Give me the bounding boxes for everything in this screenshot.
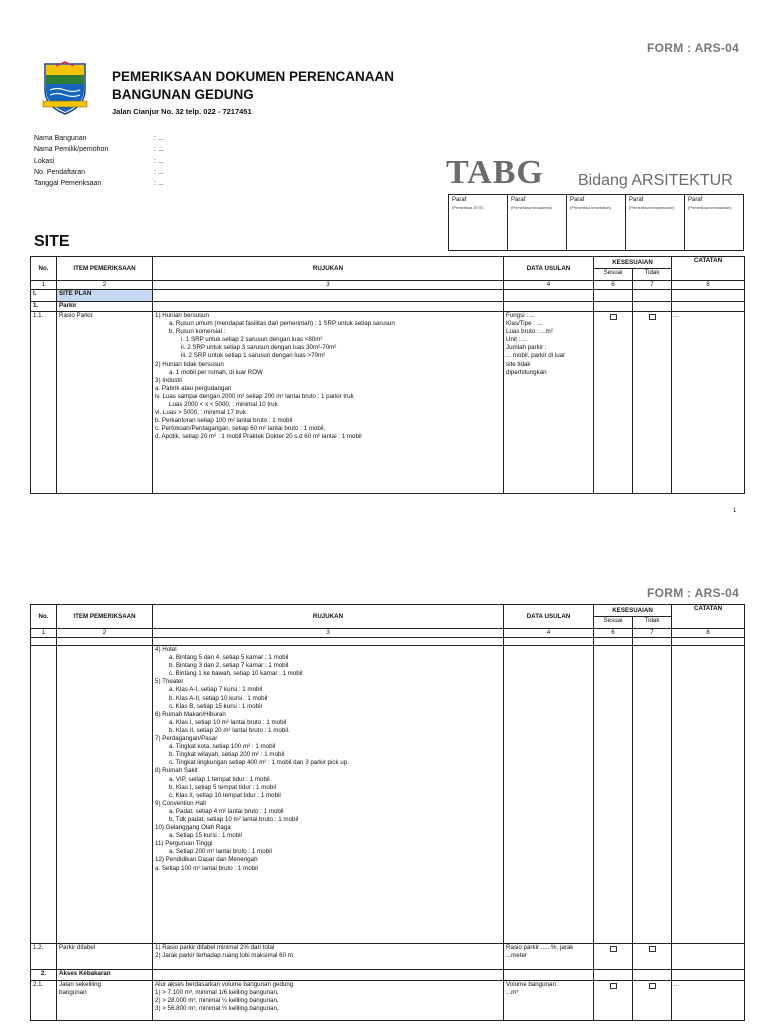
col-num: 1 bbox=[31, 629, 57, 638]
rujukan-line: b. Bintang 3 dan 2, setiap 7 kamar : 1 mobil bbox=[169, 662, 289, 670]
rujukan-line: b. Klas II, setiap 20 m² lantai bruto : 1 mobil. bbox=[169, 726, 290, 734]
rujukan-line: 6) Rumah Makan/Hiburan bbox=[155, 710, 226, 718]
col-tidak: Tidak bbox=[633, 617, 672, 629]
data-line: Unit : ... bbox=[506, 336, 528, 344]
col-num: 3 bbox=[153, 281, 504, 290]
col-num: 1 bbox=[31, 281, 57, 290]
rujukan-line: d. Apotik, setiap 20 m² : 1 mobil Praktek Dokter 20 s.d 60 m² lantai : 1 mobil bbox=[155, 433, 362, 441]
col-num: 3 bbox=[153, 629, 504, 638]
sesuai-checkbox[interactable] bbox=[610, 946, 617, 952]
paraf-cell: Paraf (Pemeriksa SITE) bbox=[449, 195, 508, 250]
col-catatan: CATATAN bbox=[672, 605, 745, 629]
meta-value: : ... bbox=[154, 168, 164, 176]
rujukan-line: 1) Hunian bersusun bbox=[155, 312, 210, 319]
paraf-cell: Paraf (Pemeriksa kemudahan) bbox=[688, 197, 732, 210]
data-line: Luas bruto : ...m² bbox=[506, 328, 553, 336]
row-item-rasio-parkir: Rasio Parkir bbox=[57, 312, 153, 494]
data-line: site tidak bbox=[506, 360, 531, 368]
meta-label: Tanggal Pemeriksaan bbox=[34, 180, 102, 188]
item-line: Jalan sekeliling bbox=[59, 981, 101, 988]
row-item-parkir: Parkir bbox=[57, 302, 153, 312]
meta-value: : ... bbox=[154, 157, 164, 165]
meta-label: No. Pendaftaran bbox=[34, 168, 85, 176]
rujukan-line: 3) Industri bbox=[155, 376, 183, 384]
rujukan-line: b. Klas I, setiap 5 tempat tidur : 1 mobil bbox=[169, 783, 276, 791]
col-rujukan: RUJUKAN bbox=[153, 605, 504, 629]
meta-label: Nama Pemilik/pemohon bbox=[34, 146, 109, 154]
col-num: 6 bbox=[594, 629, 633, 638]
rujukan-line: 10) Gelanggang Olah Raga bbox=[155, 824, 231, 832]
rujukan-line: iv. Luas sampai dengan 2000 m² setiap 200 m² lantai bruto : 1 parkir truk bbox=[155, 392, 354, 400]
catatan-cell[interactable]: ... bbox=[672, 981, 745, 1021]
form-number: FORM : ARS-04 bbox=[647, 586, 740, 600]
rujukan-line: b. Rusun komersial : bbox=[169, 328, 226, 336]
rujukan-line: a. Padat, setiap 4 m² lantai bruto : 1 mobil bbox=[169, 807, 284, 815]
rasio-data-usulan bbox=[504, 312, 594, 494]
tidak-checkbox[interactable] bbox=[649, 946, 656, 952]
col-item: ITEM PEMERIKSAAN bbox=[57, 605, 153, 629]
rujukan-line: 4) Hotel bbox=[155, 646, 177, 653]
col-item: ITEM PEMERIKSAAN bbox=[57, 257, 153, 281]
row-item-site-plan: SITE PLAN bbox=[57, 290, 153, 302]
item-line: bangunan bbox=[59, 989, 87, 997]
rujukan-line: Alur akses berdasarkan volume bangunan gedung bbox=[155, 981, 294, 988]
rujukan-line: c. Klas B, setiap 15 kursi : 1 mobil bbox=[169, 702, 262, 710]
catatan-cell[interactable] bbox=[672, 944, 745, 970]
difabel-data-usulan bbox=[504, 944, 594, 970]
data-line: Rasio parkir ......%, jarak bbox=[506, 944, 574, 951]
rujukan-line: i. 1 SRP untuk setiap 2 sarusun dengan luas <80m² bbox=[181, 336, 323, 344]
data-line: ...meter bbox=[506, 952, 527, 960]
rasio-rujukan bbox=[153, 312, 504, 494]
rujukan-line: 2) Hunian tidak bersusun bbox=[155, 360, 224, 368]
rujukan-line: b. Tdk padat, setiap 10 m² lantai bruto : 1 mobil bbox=[169, 815, 299, 823]
rujukan-line: c. Tingkat lingkungan setiap 400 m² : 1 mobil dan 3 parkir pick up. bbox=[169, 759, 349, 767]
data-line: Jumlah parkir : bbox=[506, 344, 547, 352]
row-no: 1.1. bbox=[31, 312, 57, 494]
document-meta bbox=[34, 133, 164, 189]
rujukan-line: 3) > 56.800 m³, minimal ½ keliling bangunan, bbox=[155, 1005, 279, 1013]
catatan-cell[interactable]: ... bbox=[672, 312, 745, 494]
col-num: 7 bbox=[633, 629, 672, 638]
col-data-usulan: DATA USULAN bbox=[504, 257, 594, 281]
rujukan-line: a. Pabrik atau pergudangan bbox=[155, 384, 232, 392]
rujukan-line: b. Klas A-II, setiap 10 kursi : 1 mobil bbox=[169, 694, 268, 702]
col-sesuai: Sesuai bbox=[594, 269, 633, 281]
data-line: Klas/Tipe : ... bbox=[506, 320, 542, 328]
data-line: Fungsi : ... bbox=[506, 312, 535, 319]
inspection-table-1 bbox=[30, 256, 745, 494]
rujukan-line: a. Klas A-I, setiap 7 kursi : 1 mobil bbox=[169, 686, 263, 694]
jalan-rujukan bbox=[153, 981, 504, 1021]
col-no: No. bbox=[31, 257, 57, 281]
rujukan-line: 8) Rumah Sakit bbox=[155, 767, 198, 775]
rujukan-line: b. Tingkat wilayah, setiap 200 m² : 1 mobil bbox=[169, 751, 285, 759]
form-number: FORM : ARS-04 bbox=[647, 41, 740, 55]
tidak-checkbox[interactable] bbox=[649, 983, 656, 989]
paraf-cell: Paraf (Pemeriksa kesehatan) bbox=[567, 195, 626, 250]
paraf-box bbox=[448, 194, 744, 251]
col-kesesuaian: KESESUAIAN bbox=[594, 605, 672, 617]
rujukan-line: a. Setiap 15 kursi : 1 mobil bbox=[169, 832, 242, 840]
document-title-line2: BANGUNAN GEDUNG bbox=[112, 87, 254, 102]
data-line: diperhitungkan bbox=[506, 368, 547, 376]
col-no: No. bbox=[31, 605, 57, 629]
rujukan-line: 2) > 28.000 m³, minimal ¼ keliling bangunan, bbox=[155, 997, 279, 1005]
col-num: 8 bbox=[672, 281, 745, 290]
rujukan-line: 2) Jarak parkir terhadap ruang lobi maksimal 60 m bbox=[155, 952, 293, 960]
col-num: 8 bbox=[672, 629, 745, 638]
rujukan-line: 1) Rasio parkir difabel minimal 2% dari total bbox=[155, 944, 275, 951]
rujukan-line: a. Setiap 100 m² lantai bruto : 1 mobil bbox=[155, 864, 258, 872]
data-line: ...m³ bbox=[506, 989, 519, 997]
rujukan-line: a. Klas I, setiap 10 m² lantai bruto : 1 mobil bbox=[169, 718, 287, 726]
rujukan-line: c. Klas II, setiap 10 tempat tidur : 1 mobil bbox=[169, 791, 281, 799]
rujukan-line: 7) Perdagangan/Pasar bbox=[155, 735, 218, 743]
col-num: 4 bbox=[504, 629, 594, 638]
meta-value: : ... bbox=[154, 180, 164, 188]
row-no: 1.2. bbox=[31, 944, 57, 970]
rujukan-line: b. Perkantoran setiap 100 m² lantai bruto : 1 mobil bbox=[155, 417, 293, 425]
continuation-rujukan bbox=[153, 646, 504, 944]
sesuai-checkbox[interactable] bbox=[610, 314, 617, 320]
rujukan-line: c. Bintang 1 ke bawah, setiap 10 kamar : 1 mobil bbox=[169, 670, 303, 678]
rujukan-line: 9) Convention Hall bbox=[155, 799, 206, 807]
section-title: SITE bbox=[34, 233, 70, 250]
paraf-cell: Paraf (Pemeriksa kesalamat) bbox=[508, 195, 567, 250]
rujukan-line: c. Pertokoan/Perdagangan, setiap 60 m² lantai bruto : 1 mobil, bbox=[155, 425, 326, 433]
rujukan-line: ii. 2 SRP untuk setiap 3 sarusun dengan luas 30m²-70m² bbox=[181, 344, 337, 352]
rujukan-line: a. 1 mobil per rumah, di luar ROW bbox=[169, 368, 263, 376]
row-item-akses-kebakaran: Akses Kebakaran bbox=[57, 970, 153, 981]
document-title-line1: PEMERIKSAAN DOKUMEN PERENCANAAN bbox=[112, 69, 395, 84]
col-num: 4 bbox=[504, 281, 594, 290]
bandung-logo bbox=[42, 60, 88, 116]
bidang-label: Bidang ARSITEKTUR bbox=[578, 172, 733, 189]
col-rujukan: RUJUKAN bbox=[153, 257, 504, 281]
tabg-wordmark: TABG bbox=[446, 154, 544, 191]
rujukan-line: 12) Pendidikan Dasar dan Menengah bbox=[155, 856, 258, 864]
meta-value: : ... bbox=[154, 135, 164, 142]
row-no: I. bbox=[31, 290, 57, 302]
rujukan-line: Luas 2000 < x < 5000, : minimal 10 truk bbox=[169, 401, 278, 409]
col-num: 2 bbox=[57, 629, 153, 638]
sesuai-checkbox[interactable] bbox=[610, 983, 617, 989]
rujukan-line: 5) Theater bbox=[155, 678, 184, 686]
rujukan-line: a. Bintang 5 dan 4, setiap 5 kamar : 1 mobil bbox=[169, 654, 289, 662]
rujukan-line: a. VIP, setiap 1 tempat tidur : 1 mobil bbox=[169, 775, 270, 783]
data-line: Volume bangunan : bbox=[506, 981, 560, 988]
meta-label: Nama Bangunan bbox=[34, 135, 87, 142]
col-num: 6 bbox=[594, 281, 633, 290]
rujukan-line: a. Tingkat kota, setiap 100 m² : 1 mobil bbox=[169, 743, 276, 751]
inspection-table-2 bbox=[30, 604, 745, 1021]
difabel-rujukan bbox=[153, 944, 504, 970]
col-sesuai: Sesuai bbox=[594, 617, 633, 629]
data-line: ... mobil, parkir di luar bbox=[506, 352, 566, 360]
meta-value: : ... bbox=[154, 146, 164, 154]
rujukan-line: iii. 2 SRP untuk setiap 1 sarusun dengan luas >70m² bbox=[181, 352, 326, 360]
row-no: 2.1. bbox=[31, 981, 57, 1021]
jalan-data-usulan bbox=[504, 981, 594, 1021]
paraf-cell: Paraf (Pemeriksa kenyamanan) bbox=[626, 195, 685, 250]
rujukan-line: 11) Perguruan Tinggi bbox=[155, 840, 213, 848]
col-num: 7 bbox=[633, 281, 672, 290]
office-address: Jalan Cianjur No. 32 telp. 022 - 7217451 bbox=[112, 107, 252, 116]
tidak-checkbox[interactable] bbox=[649, 314, 656, 320]
meta-label: Lokasi bbox=[34, 157, 55, 165]
rujukan-line: vi. Luas > 5000, : minimal 17 truk bbox=[155, 409, 246, 417]
row-no: 1. bbox=[31, 302, 57, 312]
page-number: 1 bbox=[733, 508, 737, 514]
rujukan-line: a. Setiap 200 m² lantai bruto : 1 mobil bbox=[169, 848, 272, 856]
rujukan-line: 1) > 7.100 m³, minimal 1/6 keliling bangunan, bbox=[155, 989, 279, 997]
col-tidak: Tidak bbox=[633, 269, 672, 281]
col-catatan: CATATAN bbox=[672, 257, 745, 281]
row-item-parkir-difabel: Parkir difabel bbox=[57, 944, 153, 970]
rujukan-line: a. Rusun umum (mendapat fasilitas dari pemerintah) : 1 SRP untuk setiap sarusun bbox=[169, 320, 395, 328]
row-no: 2. bbox=[31, 970, 57, 981]
col-num: 2 bbox=[57, 281, 153, 290]
col-data-usulan: DATA USULAN bbox=[504, 605, 594, 629]
col-kesesuaian: KESESUAIAN bbox=[594, 257, 672, 269]
row-item-jalan bbox=[57, 981, 153, 1021]
